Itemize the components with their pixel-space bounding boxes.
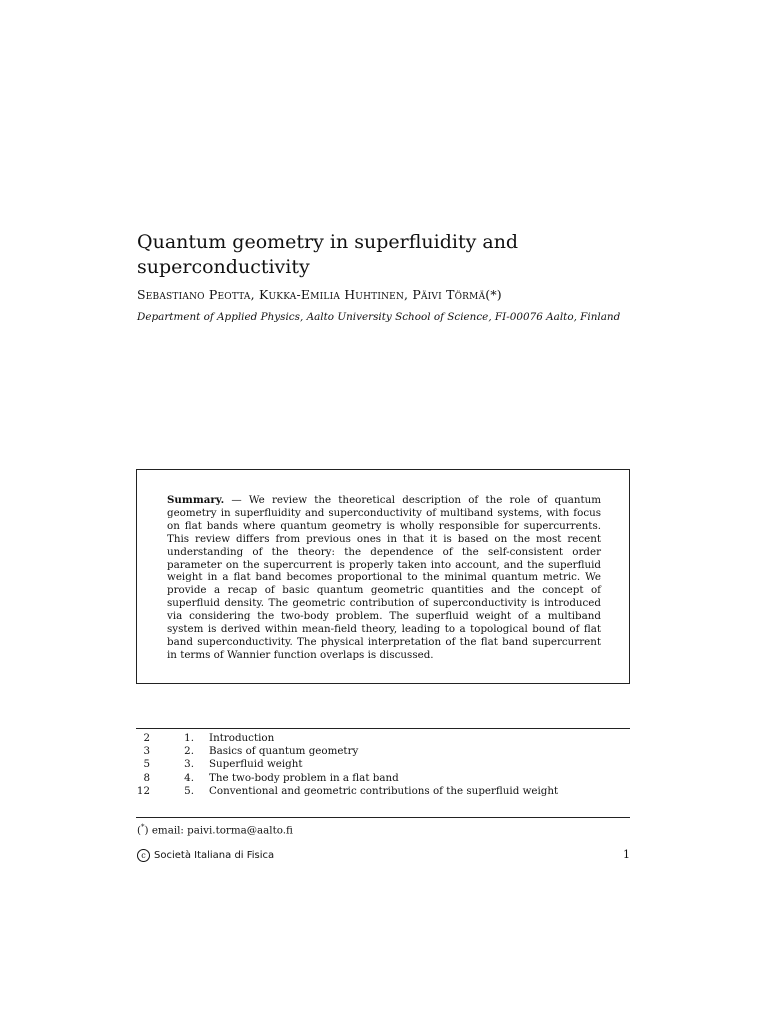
- toc-page: 5: [143, 758, 150, 771]
- footer-copyright: [137, 849, 274, 862]
- toc-page: 2: [143, 732, 150, 744]
- footnote-mark: *: [141, 823, 145, 831]
- toc-title: Introduction: [209, 732, 275, 744]
- toc-title: Conventional and geometric contributions of the superfluid weight: [209, 784, 559, 797]
- toc-number: 4.: [184, 771, 194, 784]
- footnote: (*) email: paivi.torma@aalto.fi: [137, 823, 293, 837]
- paper-title: Quantum geometry in superfluidity and superconductivity: [137, 231, 519, 278]
- society-name: Società Italiana di Fisica: [154, 850, 275, 861]
- footnote-email[interactable]: email: paivi.torma@aalto.fi: [148, 824, 293, 837]
- toc-page: 3: [143, 745, 150, 758]
- toc-entry[interactable]: [136, 785, 630, 798]
- toc-page: 12: [136, 784, 150, 797]
- toc-entry[interactable]: [136, 732, 630, 745]
- toc-number: 3.: [184, 758, 194, 771]
- toc-title: Superfluid weight: [209, 758, 303, 771]
- toc-page: 8: [143, 771, 150, 784]
- table-of-contents: [136, 728, 630, 798]
- summary-heading: Summary.: [167, 494, 225, 506]
- toc-title: The two-body problem in a flat band: [209, 771, 399, 784]
- summary-text: [167, 494, 601, 662]
- page-number: 1: [623, 848, 630, 861]
- toc-title: Basics of quantum geometry: [209, 745, 359, 758]
- toc-number: 2.: [184, 745, 194, 758]
- toc-entry[interactable]: [136, 745, 630, 758]
- summary-box: [136, 469, 630, 684]
- author-list: Sebastiano Peotta, Kukka-Emilia Huhtinen, Päivi Törmä(*): [137, 287, 502, 302]
- affiliation: Department of Applied Physics, Aalto University School of Science, FI-00076 Aalto, Finland: [137, 311, 621, 323]
- toc-number: 5.: [184, 784, 194, 797]
- toc-entry[interactable]: [136, 772, 630, 785]
- copyright-icon: c: [137, 849, 150, 862]
- toc-entry[interactable]: [136, 758, 630, 771]
- footnote-rule: [136, 817, 630, 818]
- toc-number: 1.: [184, 732, 194, 744]
- summary-body: — We review the theoretical description of the role of quantum geometry in superfluidity and superconductivity of multiband systems, with focus on flat bands where quantum geometry is wholly responsible for supercurrents. This review differs from previous ones in that it is based on the most recent understanding of the theory: the dependence of the self-consistent order parameter on the supercurrent is properly taken into account, and the superfluid weight in a flat band becomes proportional to the minimal quantum metric. We provide a recap of basic quantum geometric quantities and the concept of superfluid density. The geometric contribution of superconductivity is introduced via considering the two-body problem. The superfluid weight of a multiband system is derived within mean-field theory, leading to a topological bound of flat band superconductivity. The physical interpretation of the flat band supercurrent in terms of Wannier function overlaps is discussed.: [167, 494, 601, 661]
